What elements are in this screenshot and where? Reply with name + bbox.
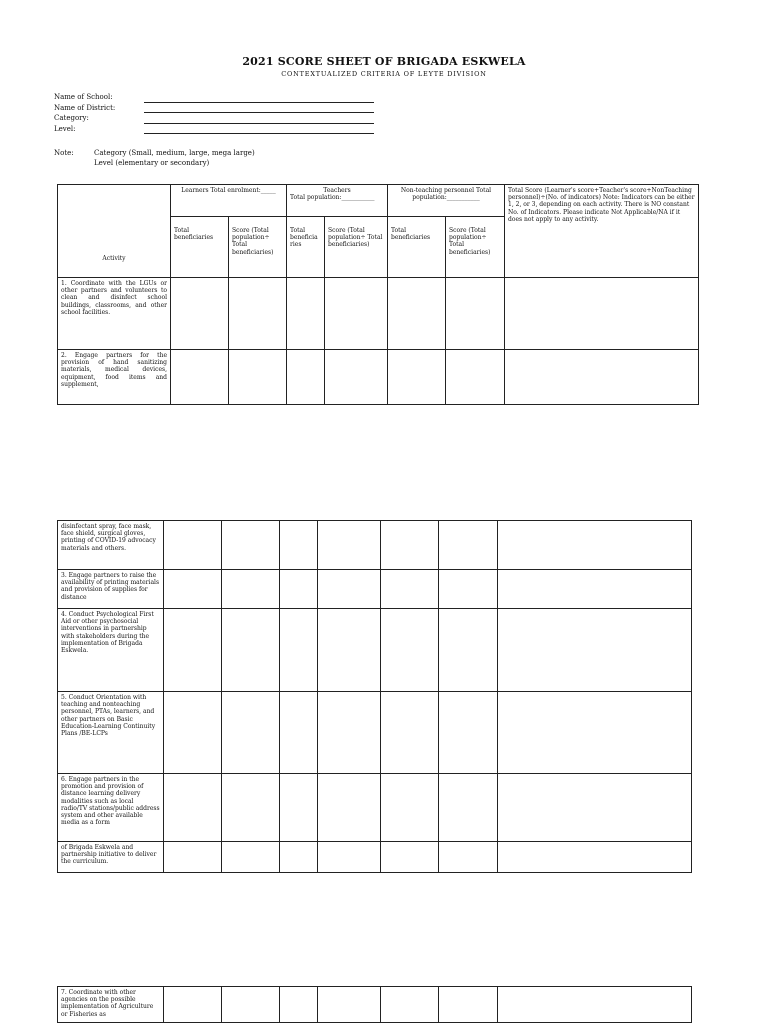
teachers-population: Total population:___________ — [290, 194, 375, 202]
score-cell[interactable] — [381, 987, 439, 1023]
score-cell[interactable] — [280, 987, 318, 1023]
category-field: Category: — [54, 113, 374, 124]
score-cell[interactable] — [505, 350, 699, 405]
score-cell[interactable] — [222, 774, 280, 842]
score-cell[interactable] — [498, 521, 692, 570]
score-cell[interactable] — [222, 609, 280, 692]
table-row — [58, 521, 692, 570]
score-cell[interactable] — [498, 692, 692, 774]
teachers-header: Teachers Total population:___________ — [287, 185, 388, 217]
activity-cell: 1. Coordinate with the LGUs or other partners and volunteers to clean and disinfect school buildings, classrooms, and other school facilities. — [58, 278, 171, 350]
score-cell[interactable] — [446, 350, 505, 405]
score-cell[interactable] — [280, 692, 318, 774]
score-cell[interactable] — [439, 570, 498, 609]
district-name-field: Name of District: — [54, 103, 374, 114]
category-line — [144, 115, 374, 124]
score-cell[interactable] — [388, 278, 446, 350]
score-cell[interactable] — [498, 570, 692, 609]
district-name-line — [144, 104, 374, 113]
table-row — [58, 609, 692, 692]
learners-score-header: Score (Total population÷ Total beneficiaries) — [229, 217, 287, 278]
activity-cell: disinfectant spray, face mask, face shield, surgical gloves, printing of COVID-19 advocacy materials and others. — [58, 521, 164, 570]
score-cell[interactable] — [164, 570, 222, 609]
score-cell[interactable] — [222, 521, 280, 570]
score-cell[interactable] — [287, 350, 325, 405]
score-cell[interactable] — [381, 570, 439, 609]
learners-header: Learners Total enrolment:_____ — [171, 185, 287, 217]
score-cell[interactable] — [287, 278, 325, 350]
score-cell[interactable] — [318, 774, 381, 842]
table-row — [58, 987, 692, 1023]
score-cell[interactable] — [498, 609, 692, 692]
score-cell[interactable] — [439, 609, 498, 692]
score-cell[interactable] — [280, 609, 318, 692]
score-cell[interactable] — [222, 570, 280, 609]
total-score-header: Total Score (Learner's score+Teacher's score+NonTeaching personnel)÷(No. of indicators) Note: Indicators can be either 1, 2, or 3, depending on each activity. There is NO constant No. of Indicators. Please indicate Not Applicable/NA if it does not apply to any activity. — [505, 185, 699, 278]
score-cell[interactable] — [318, 987, 381, 1023]
score-cell[interactable] — [446, 278, 505, 350]
score-cell[interactable] — [325, 278, 388, 350]
score-cell[interactable] — [381, 842, 439, 873]
page-title: 2021 SCORE SHEET OF BRIGADA ESKWELA — [242, 55, 526, 68]
score-cell[interactable] — [164, 987, 222, 1023]
note-line-level: Level (elementary or secondary) — [94, 159, 210, 167]
level-line — [144, 125, 374, 134]
score-cell[interactable] — [164, 609, 222, 692]
table-row — [58, 774, 692, 842]
table-row — [58, 350, 699, 405]
score-cell[interactable] — [498, 987, 692, 1023]
score-cell[interactable] — [222, 842, 280, 873]
score-cell[interactable] — [318, 570, 381, 609]
learners-total-beneficiaries-header: Total beneficiaries — [171, 217, 229, 278]
score-table-part-2 — [57, 520, 692, 873]
score-cell[interactable] — [381, 521, 439, 570]
activity-cell: 6. Engage partners in the promotion and provision of distance learning delivery modalities such as local radio/TV stations/public address system and other available media as a form — [58, 774, 164, 842]
score-cell[interactable] — [164, 521, 222, 570]
score-cell[interactable] — [280, 521, 318, 570]
score-cell[interactable] — [439, 692, 498, 774]
score-cell[interactable] — [505, 278, 699, 350]
teachers-score-header: Score (Total population÷ Total beneficiaries) — [325, 217, 388, 278]
score-cell[interactable] — [164, 842, 222, 873]
teachers-total-beneficiaries-header: Total beneficia ries — [287, 217, 325, 278]
activity-cell: of Brigada Eskwela and partnership initiative to deliver the curriculum. — [58, 842, 164, 873]
score-cell[interactable] — [280, 570, 318, 609]
table-row — [58, 842, 692, 873]
score-cell[interactable] — [439, 987, 498, 1023]
info-fields — [54, 92, 374, 134]
score-cell[interactable] — [318, 609, 381, 692]
note-line-category: Category (Small, medium, large, mega large) — [94, 149, 255, 157]
activity-header: Activity — [58, 185, 171, 278]
score-cell[interactable] — [229, 278, 287, 350]
score-cell[interactable] — [325, 350, 388, 405]
note-label: Note: — [54, 149, 74, 157]
score-cell[interactable] — [318, 521, 381, 570]
table-row — [58, 570, 692, 609]
score-cell[interactable] — [164, 692, 222, 774]
score-cell[interactable] — [280, 842, 318, 873]
score-cell[interactable] — [439, 774, 498, 842]
activity-cell: 2. Engage partners for the provision of hand sanitizing materials, medical devices, equipment, food items and supplement, — [58, 350, 171, 405]
score-cell[interactable] — [381, 774, 439, 842]
score-cell[interactable] — [381, 609, 439, 692]
activity-cell: 3. Engage partners to raise the availability of printing materials and provision of supplies for distance — [58, 570, 164, 609]
score-cell[interactable] — [318, 692, 381, 774]
level-field: Level: — [54, 124, 374, 135]
score-cell[interactable] — [171, 278, 229, 350]
score-cell[interactable] — [498, 842, 692, 873]
nonteaching-header: Non-teaching personnel Total population:___________ — [388, 185, 505, 217]
score-cell[interactable] — [229, 350, 287, 405]
score-cell[interactable] — [171, 350, 229, 405]
school-name-line — [144, 94, 374, 103]
score-table-part-3 — [57, 986, 692, 1023]
score-cell[interactable] — [222, 987, 280, 1023]
score-cell[interactable] — [164, 774, 222, 842]
school-name-field: Name of School: — [54, 92, 374, 103]
table-row — [58, 692, 692, 774]
activity-cell: 4. Conduct Psychological First Aid or other psychosocial interventions in partnership with stakeholders during the implementation of Brigada Eskwela. — [58, 609, 164, 692]
note — [54, 148, 255, 168]
score-cell[interactable] — [388, 350, 446, 405]
page-subtitle: CONTEXTUALIZED CRITERIA OF LEYTE DIVISION — [281, 70, 487, 78]
score-cell[interactable] — [381, 692, 439, 774]
activity-cell: 7. Coordinate with other agencies on the possible implementation of Agriculture or Fisheries as — [58, 987, 164, 1023]
score-cell[interactable] — [222, 692, 280, 774]
score-cell[interactable] — [439, 842, 498, 873]
score-cell[interactable] — [280, 774, 318, 842]
score-table-part-1 — [57, 184, 699, 405]
score-cell[interactable] — [439, 521, 498, 570]
score-cell[interactable] — [318, 842, 381, 873]
activity-cell: 5. Conduct Orientation with teaching and nonteaching personnel, PTAs, learners, and other partners on Basic Education-Learning Continuity Plans /BE-LCPs — [58, 692, 164, 774]
table-row — [58, 278, 699, 350]
score-cell[interactable] — [498, 774, 692, 842]
nonteaching-score-header: Score (Total population÷ Total beneficiaries) — [446, 217, 505, 278]
nonteaching-total-beneficiaries-header: Total beneficiaries — [388, 217, 446, 278]
